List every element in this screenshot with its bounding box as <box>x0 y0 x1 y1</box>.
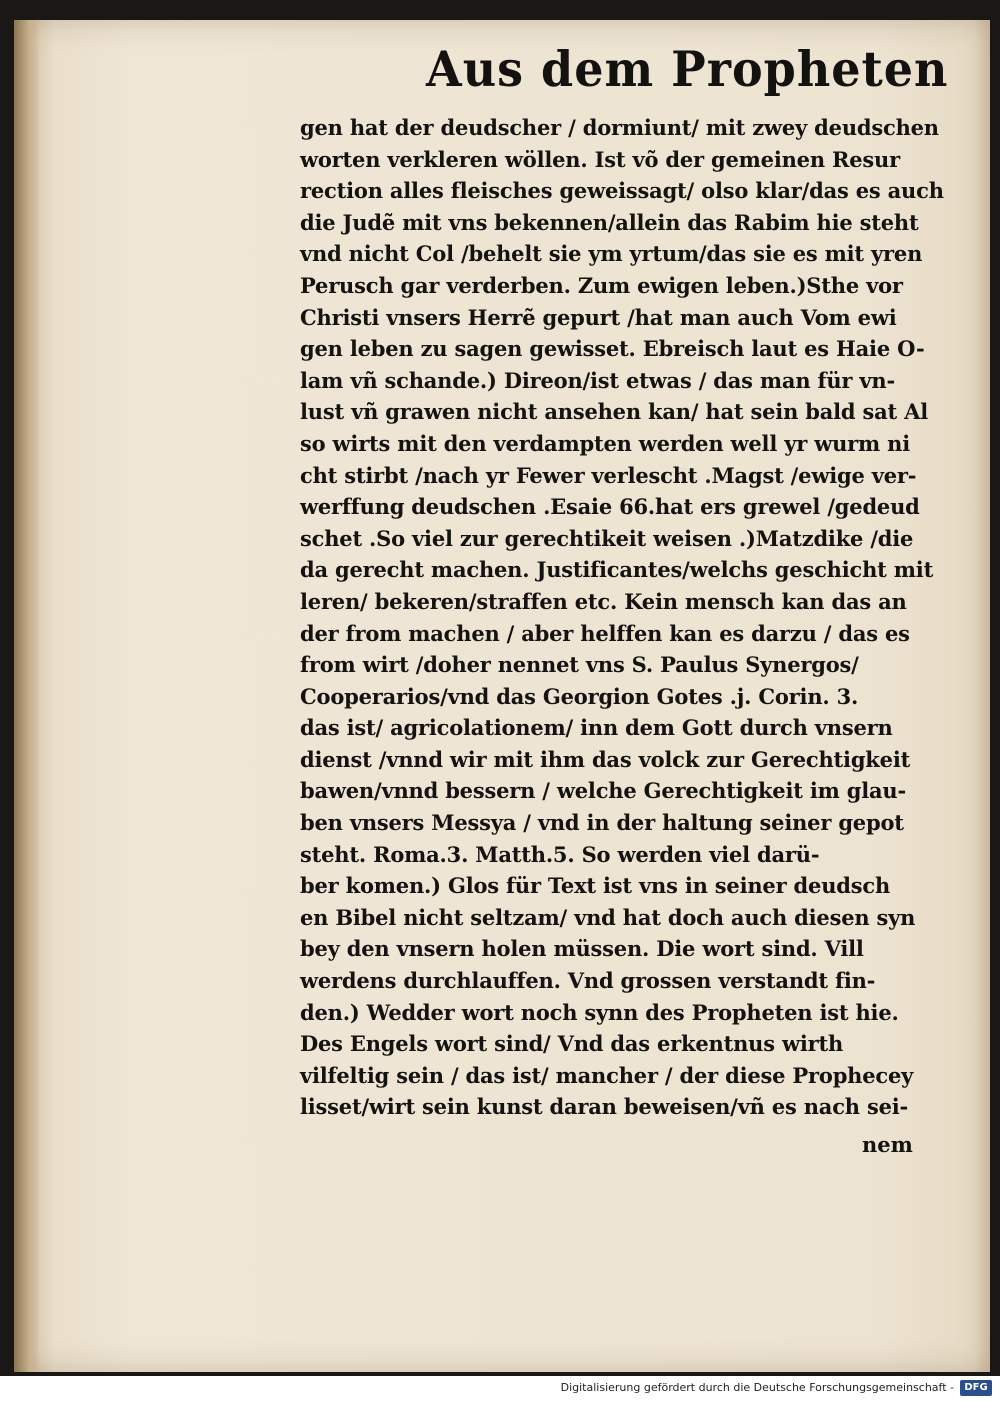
text-line: rection alles fleisches geweissagt/ olso klar/das es auch <box>300 178 944 204</box>
text-line: das ist/ agricolationem/ inn dem Gott durch vnsern <box>300 715 893 741</box>
text-line: lam vñ schande.) Direon/ist etwas / das man für vn- <box>300 367 895 393</box>
text-line: Christi vnsers Herrẽ gepurt /hat man auch Vom ewi <box>300 304 897 330</box>
text-line: lisset/wirt sein kunst daran beweisen/vñ es nach sei- <box>300 1094 909 1120</box>
text-line: steht. Roma.3. Matth.5. So werden viel darü- <box>300 841 820 867</box>
footer-credit: Digitalisierung gefördert durch die Deutsche Forschungsgemeinschaft - <box>560 1381 954 1394</box>
text-line: gen leben zu sagen gewisset. Ebreisch laut es Haie O- <box>300 336 925 362</box>
text-line: den.) Wedder wort noch synn des Propheten ist hie. <box>300 999 899 1025</box>
text-line: vilfeltig sein / das ist/ mancher / der diese Prophecey <box>300 1062 914 1088</box>
text-line: en Bibel nicht seltzam/ vnd hat doch auch diesen syn <box>300 904 916 930</box>
text-line: so wirts mit den verdampten werden well yr wurm ni <box>300 430 910 456</box>
catchword: nem <box>862 1132 913 1157</box>
book-page <box>14 20 990 1372</box>
page-gutter-edge <box>14 20 40 1372</box>
text-line: schet .So viel zur gerechtikeit weisen .)Matzdike /die <box>300 525 914 551</box>
text-line: vnd nicht Col /behelt sie ym yrtum/das sie es mit yren <box>300 241 923 267</box>
text-line: gen hat der deudscher / dormiunt/ mit zwey deudschen <box>300 115 939 140</box>
text-line: dienst /vnnd wir mit ihm das volck zur Gerechtigkeit <box>300 746 911 772</box>
running-head: Aus dem Propheten <box>426 40 949 98</box>
text-line: ber komen.) Glos für Text ist vns in seiner deudsch <box>300 873 891 899</box>
text-line: werffung deudschen .Esaie 66.hat ers grewel /gedeud <box>300 494 920 520</box>
text-line: da gerecht machen. Justificantes/welchs geschicht mit <box>300 557 934 583</box>
text-line: der from machen / aber helffen kan es darzu / das es <box>300 620 910 646</box>
text-line: Des Engels wort sind/ Vnd das erkentnus wirth <box>300 1031 844 1057</box>
text-line: lust vñ grawen nicht ansehen kan/ hat sein bald sat Al <box>300 399 929 425</box>
text-line: die Judẽ mit vns bekennen/allein das Rabim hie steht <box>300 209 919 235</box>
text-line: worten verkleren wöllen. Ist võ der gemeinen Resur <box>300 146 900 172</box>
dfg-logo: DFG <box>960 1380 992 1396</box>
text-line: werdens durchlauffen. Vnd grossen verstandt fin- <box>300 968 876 994</box>
text-line: cht stirbt /nach yr Fewer verlescht .Magst /ewige ver- <box>300 462 917 488</box>
footer-bar <box>0 1376 1000 1402</box>
text-line: bawen/vnnd bessern / welche Gerechtigkeit im glau- <box>300 778 907 804</box>
text-line: leren/ bekeren/straffen etc. Kein mensch kan das an <box>300 588 907 614</box>
text-line: bey den vnsern holen müssen. Die wort sind. Vill <box>300 936 864 962</box>
text-line: Cooperarios/vnd das Georgion Gotes .j. Corin. 3. <box>300 683 859 709</box>
text-line: from wirt /doher nennet vns S. Paulus Synergos/ <box>300 652 859 678</box>
text-line: ben vnsers Messya / vnd in der haltung seiner gepot <box>300 810 904 836</box>
text-block <box>300 112 950 1123</box>
text-line: Perusch gar verderben. Zum ewigen leben.)Sthe vor <box>300 272 903 298</box>
